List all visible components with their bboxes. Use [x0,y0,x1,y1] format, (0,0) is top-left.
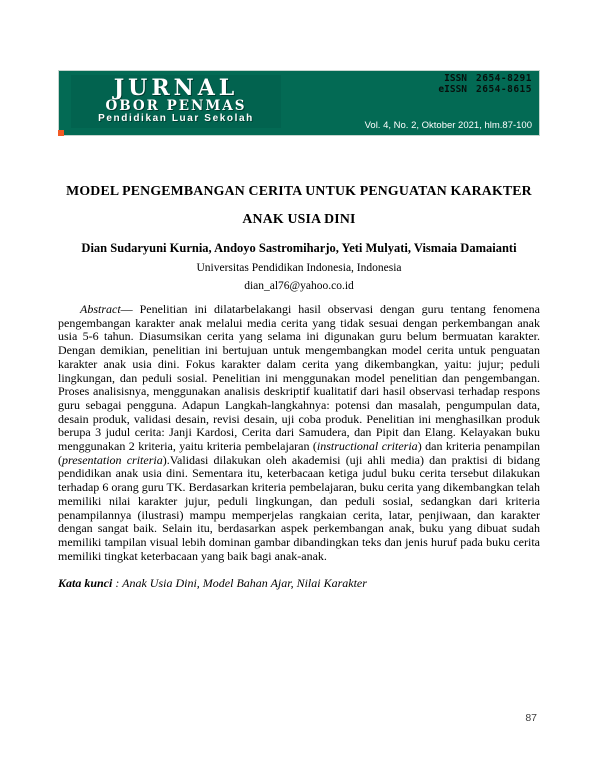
page-number: 87 [525,712,537,724]
eissn-line [425,85,532,96]
journal-subtitle: Pendidikan Luar Sekolah [98,113,254,124]
abstract-label: Abstract [80,302,121,316]
issn-line [425,74,532,85]
abstract-text-segment: ).Validasi dilakukan oleh akademisi (uji ahli media) dan praktisi di bidang pendidikan anak usia dini. Sementara itu, keterbacaan ketiga judul buku cerita tersebut dilakukan terhadap 6 orang guru TK. Berdasarkan kriteria pembelajaran, buku cerita yang dikembangkan telah memiliki nilai karakter jujur, peduli lingkungan, dan peduli sosial, sedangkan dari kriteria penampilannya (ilustrasi) mampu memperjelas rangkaian cerita, latar, penjiwaan, dan karakter dengan sangat baik. Selain itu, berdasarkan aspek perkembangan anak, buku yang dibuat sudah memiliki tampilan visual lebih dominan gambar dibandingkan teks dan jenis huruf pada buku cerita memiliki tingkat keterbacaan yang baik bagi anak-anak. [58,452,540,563]
abstract-text-segment: — Penelitian ini dilatarbelakangi hasil observasi dengan guru tentang fenomena pengembangan karakter anak melalui media cerita yang tidak sesuai dengan perkembangan anak usia 5-6 tahun. Diasumsikan cerita yang selama ini digunakan guru belum bermuatan karakter. Dengan demikian, penelitian ini bertujuan untuk mengembangkan model cerita untuk penguatan karakter anak usia dini. Fokus karakter dalam cerita yang dikembangkan, yaitu: jujur; peduli lingkungan, dan peduli sosial. Penelitian ini menggunakan model penelitian dan pengembangan. Proses analisisnya, menggunakan analisis deskriptif kualitatif dari hasil observasi terhadap respons guru sebagai pengguna. Adapun Langkah-langkahnya: potensi dan masalah, pengumpulan data, desain produk, validasi desain, revisi desain, uji coba produk. Penelitian ini menghasilkan produk berupa 3 judul cerita: Janji Kardosi, Cerita dari Samudera, dan Pipit dan Elang. Kelayakan buku menggunakan 2 kriteria, yaitu kriteria pembelajaran ( [58,302,540,454]
journal-name: JURNAL [113,75,239,101]
authors-line: Dian Sudaryuni Kurnia, Andoyo Sastromiharjo, Yeti Mulyati, Vismaia Damaianti [81,241,517,255]
volume-info: Vol. 4, No. 2, Oktober 2021, hlm.87-100 [364,120,532,131]
banner-accent-mark [58,130,64,136]
journal-name-secondary: OBOR PENMAS [105,98,247,114]
keywords-text: Anak Usia Dini, Model Bahan Ajar, Nilai Karakter [122,576,367,591]
issn-block [425,74,532,95]
eissn-label: eISSN [438,83,468,95]
abstract-paragraph [58,303,540,563]
abstract-text-segment: ) dan kriteria penampilan ( [58,439,540,467]
abstract-italic-term: presentation criteria [62,452,163,467]
article-title: MODEL PENGEMBANGAN CERITA UNTUK PENGUATAN KARAKTER ANAK USIA DINI [66,183,532,226]
journal-banner [58,70,540,136]
keywords-line [58,576,540,590]
journal-logo [71,75,281,128]
keywords-separator: : [112,576,123,591]
issn-label: ISSN [444,73,468,84]
eissn-value: 2654-8615 [476,83,532,95]
abstract-italic-term: instructional criteria [316,439,418,454]
issn-value: 2654-8291 [476,73,532,84]
article-content [58,137,540,590]
email-line: dian_al76@yahoo.co.id [244,280,354,292]
keywords-label: Kata kunci [58,576,113,591]
affiliation-line: Universitas Pendidikan Indonesia, Indonesia [196,262,402,274]
